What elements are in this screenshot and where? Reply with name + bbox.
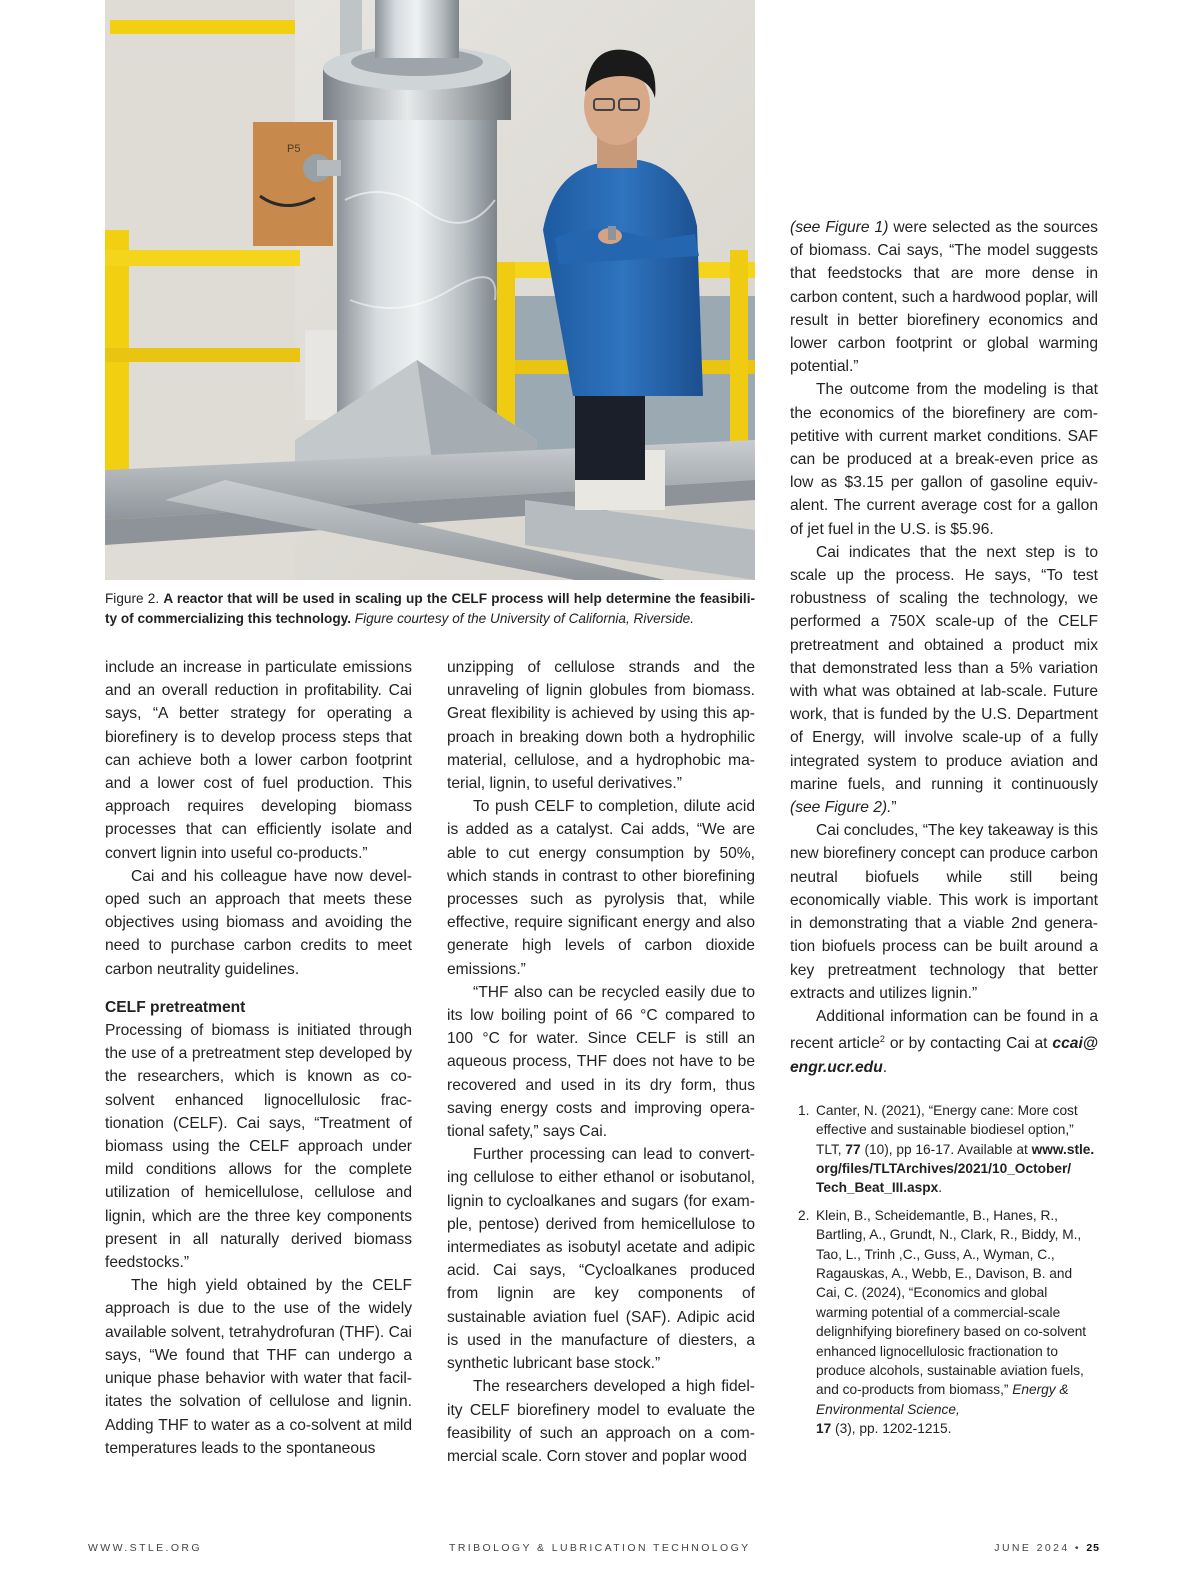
col3-paragraph-1 [790, 216, 1098, 378]
reference-item [790, 1206, 1098, 1439]
svg-text:P5: P5 [287, 143, 301, 155]
col1-paragraph-3: Processing of biomass is initiated through the use of a pretreatment step developed by the researchers, which is known as co-solvent enhanced lignocellulosic fractionation (CELF). Cai says, “Treatment of biomass using the CELF approach under mild conditions allows for the complete utilization of hemicellulose, cellulose and lignin, which are the three key components present in all naturally derived biomass feedstocks.” [105, 1022, 412, 1272]
col1-paragraph-2: Cai and his colleague have now developed such an approach that meets these objectives using biomass and avoiding the need to purchase carbon credits to meet carbon neutrality guidelines. [105, 867, 412, 978]
page-footer [88, 1542, 1100, 1558]
reference-text: Canter, N. (2021), “Energy cane: More cost effective and sustainable biodiesel option,” TLT, [816, 1102, 1078, 1157]
col3-paragraph-4: Cai concludes, “The key takeaway is this new biorefinery concept can produce carbon neutral biofuels while still being economically viable. This work is important in demonstrating that a viable 2nd generation biofuels process can be built around a key pretreatment technology that better extracts and utilizes lignin.” [790, 822, 1098, 1002]
page-number: 25 [1086, 1542, 1100, 1554]
reference-number: 2. [798, 1207, 810, 1223]
figure-1-reference: (see Figure 1) [790, 219, 889, 236]
reference-number: 1. [798, 1102, 810, 1118]
footer-date: JUNE 2024 [994, 1542, 1070, 1554]
col3-paragraph-5-text: Additional information can be found in a recent article [790, 1007, 1098, 1053]
col3-paragraph-3-text: Cai indicates that the next step is to scale up the process. He says, “To test robustness of scaling the technology, we performed a 750X scale-up of the CELF pretreatment and obtained a product mix that demonstrated less than a 5% variation with what was obtained at lab-scale. Future work, that is funded by the U.S. Department of Energy, will involve scale-up of a fully integrated system to produce aviation and marine fuels, and running it continuously [790, 543, 1098, 793]
caption-credit: Figure courtesy of the University of California, Riverside. [354, 611, 694, 626]
col3-paragraph-5 [790, 1005, 1098, 1079]
col2-paragraph-2: To push CELF to completion, dilute acid is added as a catalyst. Cai adds, “We are able to cut energy consumption by 50%, which stands in contrast to other biorefining processes such as pyrolysis that, while effective, require significant energy and also generate high levels of carbon dioxide emissions.” [447, 798, 755, 978]
col1-paragraph-4: The high yield obtained by the CELF approach is due to the use of the widely available solvent, tetrahydrofuran (THF). Cai says, “We found that THF can undergo a unique phase behavior with water that facilitates the solvation of cellulose and lignin. Adding THF to water as a co-solvent at mild temperatures leads to the spontaneous [105, 1277, 412, 1457]
article-column-2 [447, 656, 755, 1468]
col1-paragraph-1: include an increase in particulate emissions and an overall reduction in profitability. Cai says, “A better strategy for operating a biorefinery is to develop process steps that can achieve both a lower carbon footprint and a lower cost of fuel production. This approach requires developing biomass processes that can efficiently isolate and convert lignin into useful co-products.” [105, 659, 412, 862]
caption-label: Figure 2. [105, 591, 164, 606]
contact-email-link[interactable]: ccai@ engr.ucr.edu [790, 1035, 1098, 1076]
reference-text: Klein, B., Scheidemantle, B., Hanes, R., Bartling, A., Grundt, N., Clark, R., Biddy, M., Tao, L., Trinh ,C., Guss, A., Wyman, C., Ragauskas, A., Webb, E., Davison, B. and Cai, C. (2024), “Economics and global warming potential of a commercial-scale delignhifying biorefinery based on co-solvent enhanced lignocellulosic fractionation to produce alcohols, sustainable aviation fuels, and co-products from biomass,” [816, 1207, 1087, 1398]
footer-separator: • [1069, 1542, 1087, 1554]
caption-bold-text: A reactor that will be used in scaling up the CELF process will help determine the feasibili-ty of commercializing this technology. [105, 591, 755, 626]
col3-paragraph-3 [790, 541, 1098, 819]
figure-2-photo [105, 0, 755, 580]
figure-2-reference: (see Figure 2). [790, 799, 892, 817]
reference-item [790, 1101, 1098, 1198]
col2-paragraph-5: The researchers developed a high fidelity CELF biorefinery model to evaluate the feasibility of such an approach on a commercial scale. Corn stover and poplar wood [447, 1378, 755, 1465]
reference-superscript: 2 [879, 1034, 885, 1045]
col3-paragraph-5-end: . [882, 1058, 888, 1076]
reference-text: (10), pp 16-17. Available at [860, 1141, 1032, 1157]
section-heading-celf-pretreatment: CELF pretreatment [105, 998, 246, 1016]
reference-volume: 77 [845, 1141, 861, 1157]
reference-text: (3), pp. 1202-1215. [831, 1421, 952, 1437]
footer-date-page [994, 1542, 1100, 1554]
col3-paragraph-1-text: were selected as the sources of biomass. Cai says, “The model suggests that feedstocks that are more dense in carbon content, such a hardwood poplar, will result in better biorefinery economics and lower carbon footprint or global warming potential.” [790, 219, 1098, 376]
footer-website[interactable]: WWW.STLE.ORG [88, 1542, 202, 1554]
article-column-3 [790, 216, 1098, 1447]
reference-url-link[interactable]: www.stle. org/files/TLTArchives/2021/10_October/ Tech_Beat_III.aspx [816, 1141, 1095, 1196]
references-list [790, 1101, 1098, 1439]
col2-paragraph-3: “THF also can be recycled easily due to its low boiling point of 66 °C compared to 100 °C for water. Since CELF is still an aqueous process, THF does not have to be recovered and used in its dry form, thus saving energy costs and improving operational safety,” says Cai. [447, 983, 755, 1141]
article-column-1 [105, 656, 412, 1460]
col3-paragraph-3-end: ” [891, 799, 897, 817]
footer-publication-name: TRIBOLOGY & LUBRICATION TECHNOLOGY [449, 1542, 751, 1554]
col3-paragraph-5-mid: or by contacting Cai at [884, 1035, 1053, 1053]
reference-journal: Energy & Environmental Science, [816, 1382, 1069, 1417]
reference-text: . [938, 1180, 943, 1196]
col2-paragraph-4: Further processing can lead to converting cellulose to either ethanol or isobutanol, lignin to cycloalkanes and sugars (for example, pentose) derived from hemicellulose to intermediates as isobutyl acetate and adipic acid. Cai says, “Cycloalkanes produced from lignin are key components of sustainable aviation fuel (SAF). Adipic acid is used in the manufacture of diesters, a synthetic lubricant base stock.” [447, 1146, 755, 1373]
col2-paragraph-1: unzipping of cellulose strands and the unraveling of lignin globules from biomass. Great flexibility is achieved by using this approach in breaking down both a hydrophilic material, cellulose, and a hydrophobic material, lignin, to useful derivatives.” [447, 659, 755, 793]
reference-volume: 17 [816, 1421, 832, 1437]
figure-2-caption [105, 589, 755, 629]
col3-paragraph-2: The outcome from the modeling is that the economics of the biorefinery are competitive with current market conditions. SAF can be produced at a break-even price as low as $3.15 per gallon of gasoline equivalent. The current average cost for a gallon of jet fuel in the U.S. is $5.96. [790, 381, 1098, 538]
